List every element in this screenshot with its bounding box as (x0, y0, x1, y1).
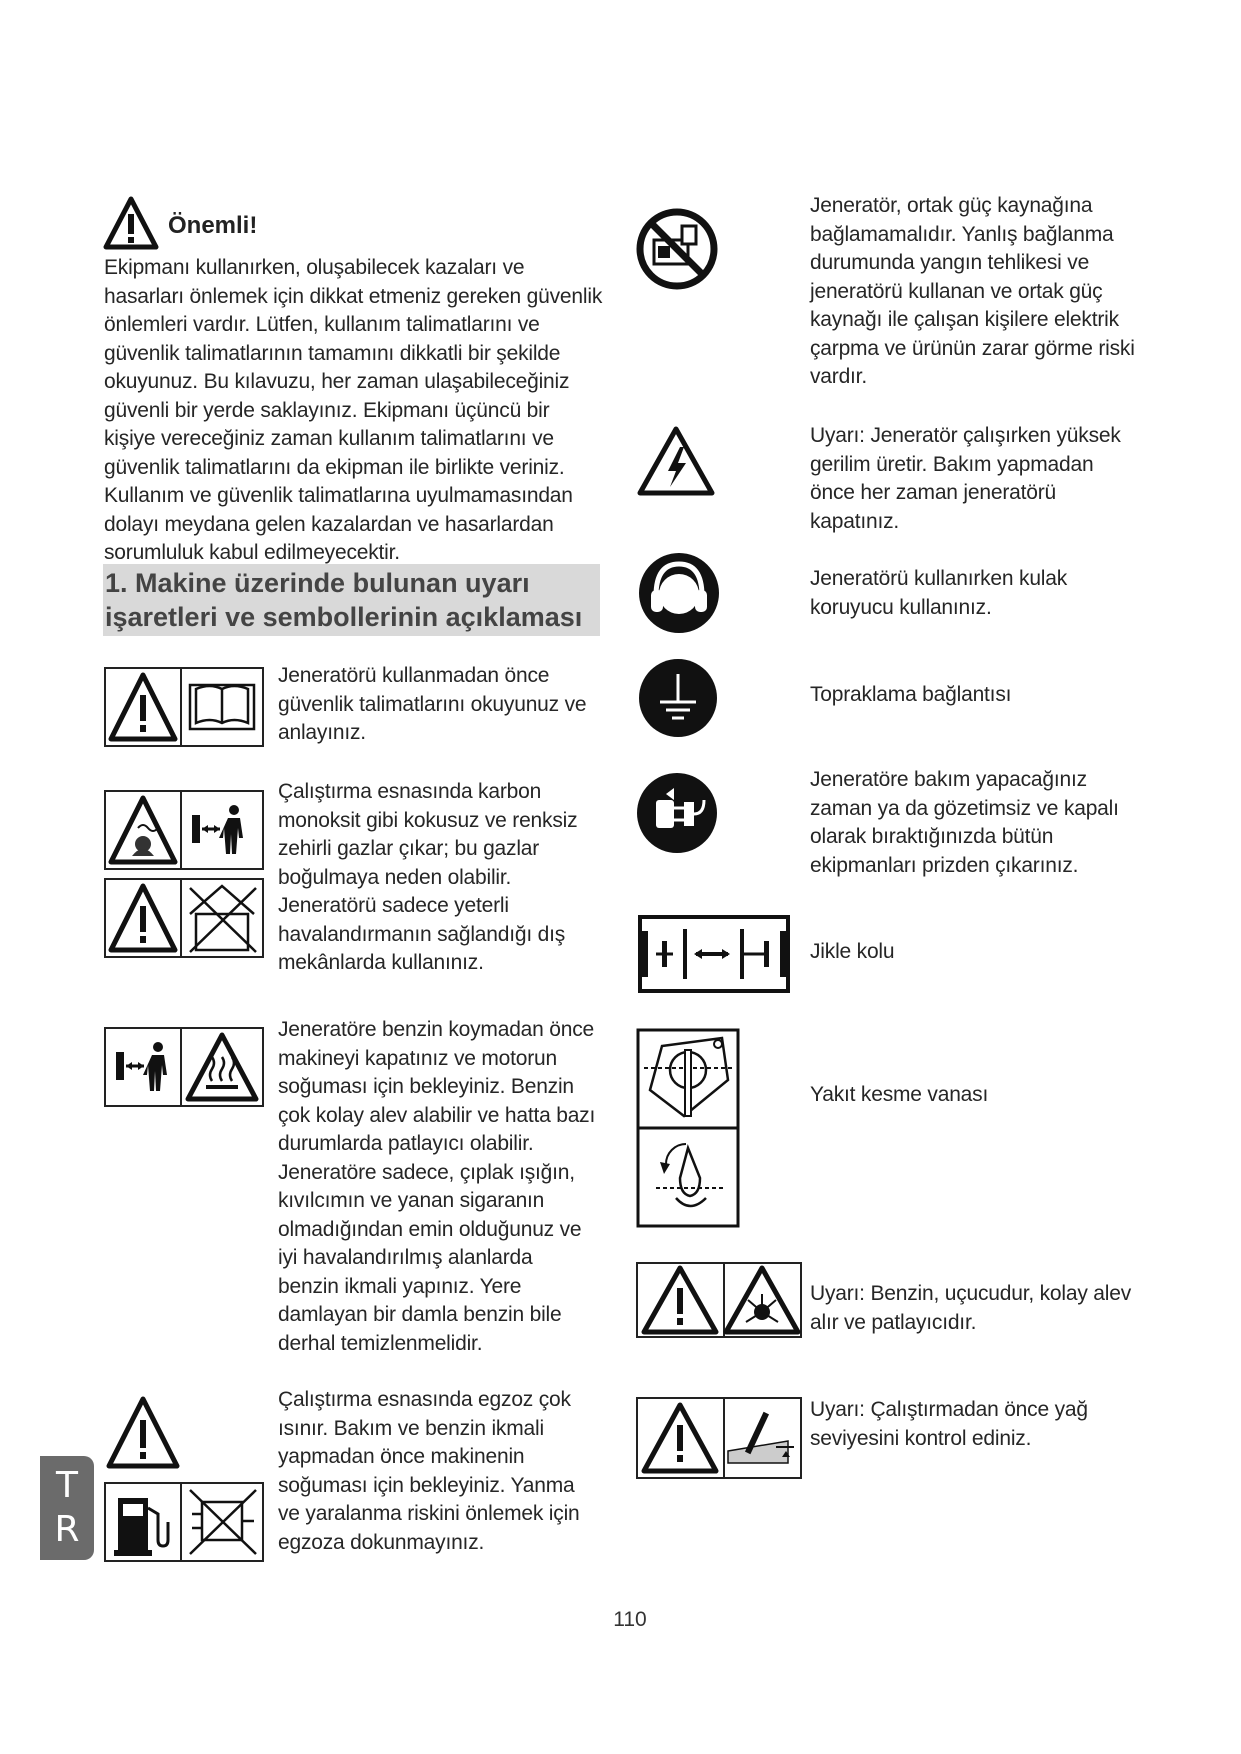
co-symbol-box (104, 790, 264, 958)
left-item-2-text: Çalıştırma esnasında karbon monoksit gibi kokusuz ve renksiz zehirli gazlar çıkar; bu gazlar boğulmaya neden olabilir. Jeneratörü sadece yeterli havalandırmanın sağlandığı dış mekânlarda kullanınız. (278, 780, 578, 974)
fuel-valve-icon (636, 1028, 740, 1228)
ground-icon (638, 658, 718, 738)
warning-triangle-icon (109, 1399, 177, 1466)
right-item-6-text: Jikle kolu (810, 940, 895, 963)
ear-protection-icon (638, 552, 720, 634)
left-item-3-text: Jeneratöre benzin koymadan önce makineyi kapatınız ve motorun soğuması için bekleyiniz. Benzin çok kolay alev alabilir ve hatta bazı durumlarda patlayıcı olabilir. Jeneratöre sadece, çıplak ışığın, kıvılcımın ve yanan sigaranın olmadığından emin olduğunuz ve iyi havalandırılmış alanlarda benzin ikmali yapınız. Yere damlayan bir damla benzin bile derhal temizlenmelidir. (278, 1018, 596, 1355)
warning-triangle-icon (104, 196, 158, 250)
right-item-3-text: Jeneratörü kullanırken kulak koruyucu kullanınız. (810, 567, 1068, 619)
high-voltage-icon (636, 425, 716, 497)
unplug-icon (636, 772, 718, 854)
right-item-7-text: Yakıt kesme vanası (810, 1083, 989, 1106)
right-item-4-text: Topraklama bağlantısı (810, 683, 1012, 706)
choke-lever-icon (638, 915, 790, 993)
petrol-warning-box (636, 1262, 802, 1338)
right-item-2-text: Uyarı: Jeneratör çalışırken yüksek gerilim üretir. Bakım yapmadan önce her zaman jeneratörü kapatınız. (810, 424, 1121, 533)
right-item-8-text: Uyarı: Benzin, uçucudur, kolay alev alır ve patlayıcıdır. (810, 1282, 1132, 1334)
manual-symbol-box (104, 667, 264, 747)
oil-level-box (636, 1397, 802, 1479)
language-tab-letter-2: R (54, 1509, 80, 1550)
language-tab (40, 1456, 94, 1560)
left-item-1-text: Jeneratörü kullanmadan önce güvenlik talimatlarını okuyunuz ve anlayınız. (278, 664, 587, 744)
section-heading: 1. Makine üzerinde bulunan uyarı işaretleri ve sembollerinin açıklaması (103, 564, 600, 636)
exhaust-symbol-box (104, 1396, 264, 1562)
right-item-9-text: Uyarı: Çalıştırmadan önce yağ seviyesini kontrol ediniz. (810, 1398, 1088, 1450)
right-item-5-text: Jeneratöre bakım yapacağınız zaman ya da gözetimsiz ve kapalı olarak bıraktığınızda bütün ekipmanları prizden çıkarınız. (810, 768, 1119, 877)
left-item-4-text: Çalıştırma esnasında egzoz çok ısınır. Bakım ve benzin ikmali yapmadan önce makinenin soğuması için bekleyiniz. Yanma ve yaralanma riskini önlemek için egzoza dokunmayınız. (278, 1388, 580, 1554)
language-tab-letter-1: T (56, 1465, 78, 1506)
important-body: Ekipmanı kullanırken, oluşabilecek kazaları ve hasarları önlemek için dikkat etmeniz gereken güvenlik önlemleri vardır. Lütfen, kullanım talimatlarını ve güvenlik talimatlarının tamamını dikkatli bir şekilde okuyunuz. Bu kılavuzu, her zaman ulaşabileceğiniz güvenli bir yerde saklayınız. Ekipmanı üçüncü bir kişiye vereceğiniz zaman kullanım talimatlarını ve güvenlik talimatlarını da ekipman ile birlikte veriniz. Kullanım ve güvenlik talimatlarına uyulmamasından dolayı meydana gelen kazalardan ve hasarlardan sorumluluk kabul edilmeyecektir. (104, 256, 603, 564)
no-grid-connection-icon (636, 208, 718, 290)
page-number: 110 (613, 1608, 647, 1631)
important-title: Önemli! (168, 212, 258, 239)
right-item-1-text: Jeneratör, ortak güç kaynağına bağlamamalıdır. Yanlış bağlanma durumunda yangın tehlikesi ve jeneratörü kullanan ve ortak güç kaynağı ile çalışan kişilere elektrik çarpma ve ürünün zarar görme riski vardır. (810, 194, 1135, 388)
refuel-symbol-box (104, 1027, 264, 1107)
